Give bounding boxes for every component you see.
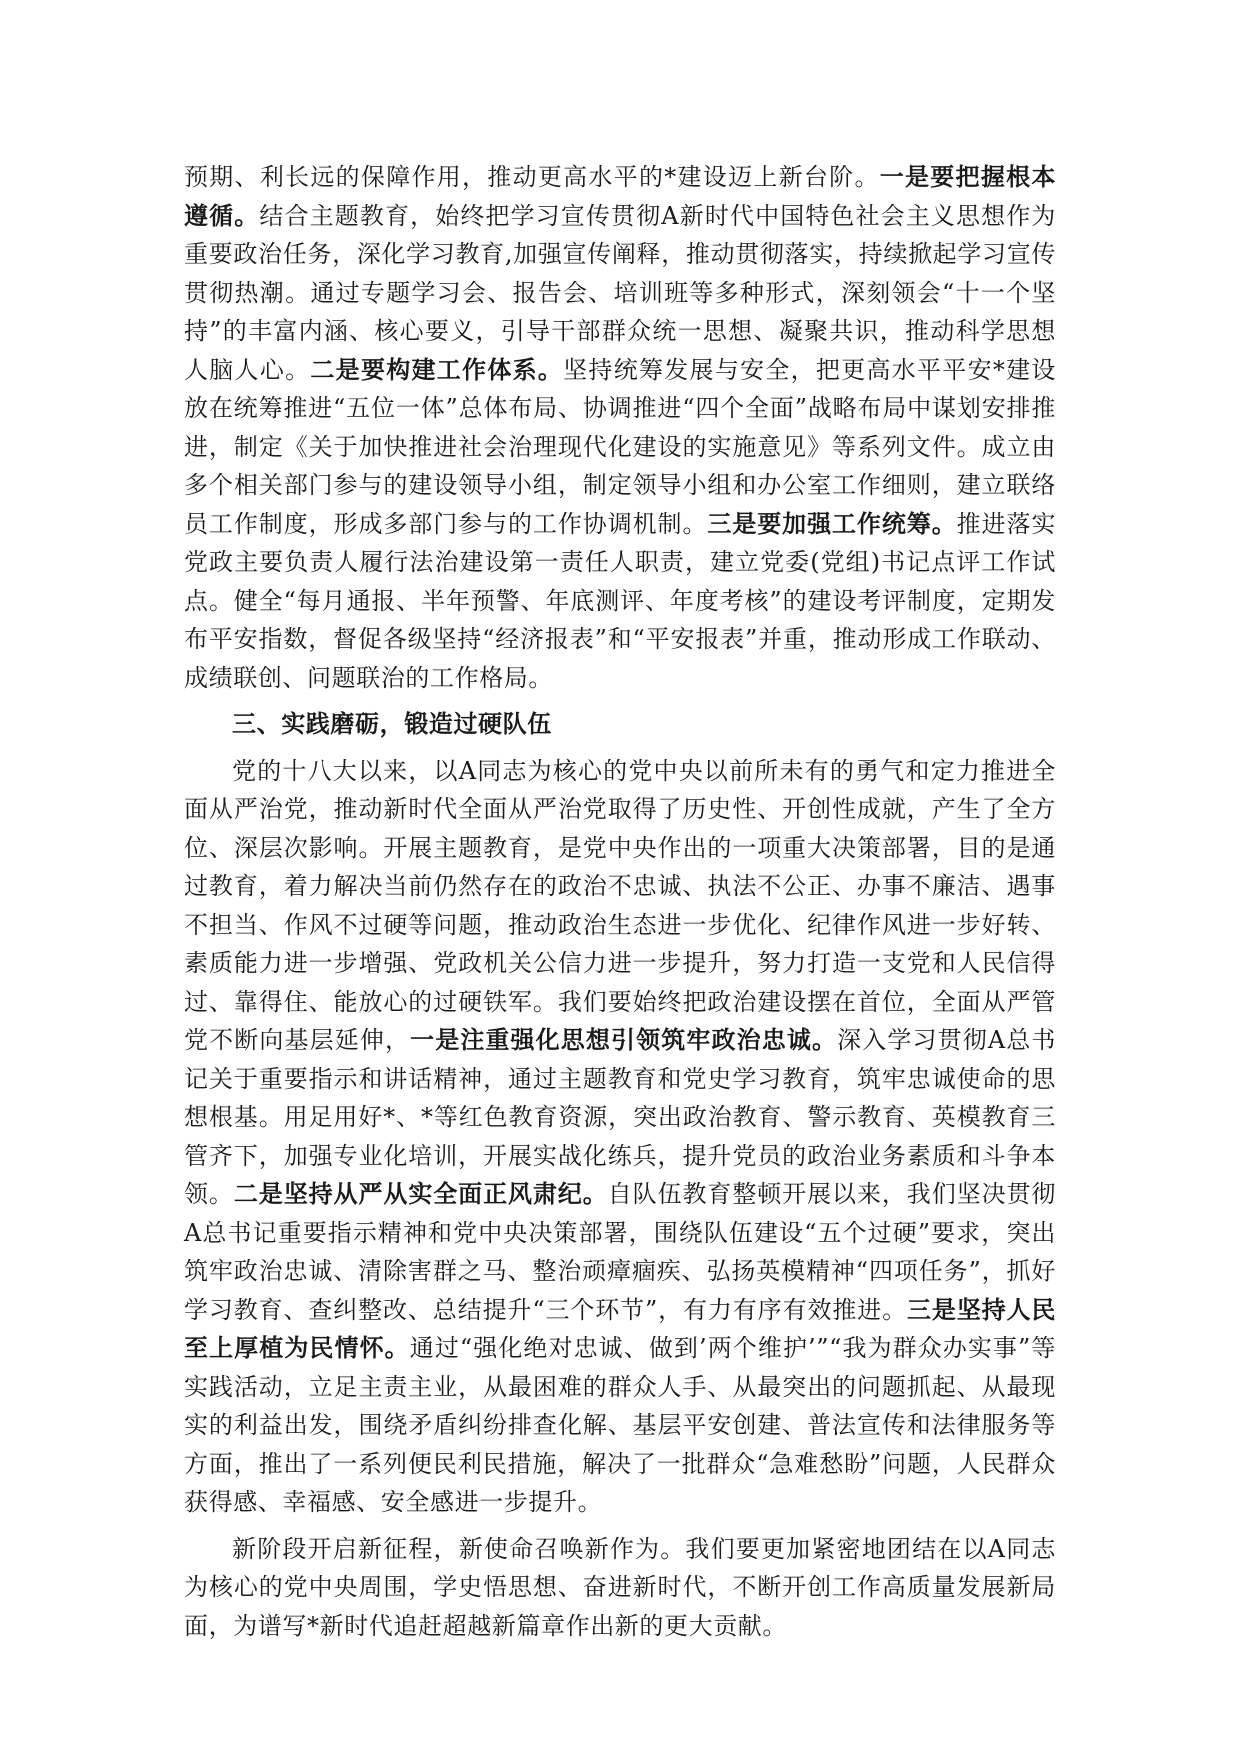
bold-point-one: 一是要把握根本遵循。: [184, 162, 1056, 230]
paragraph-conclusion: 新阶段开启新征程，新使命召唤新作为。我们要更加紧密地团结在以A同志为核心的党中央周围，学史悟思想、奋进新时代，不断开创工作高质量发展新局面，为谱写*新时代追赶超越新篇章作出新的更大贡献。: [184, 1534, 1056, 1640]
paragraph-text: 党的十八大以来，以A同志为核心的党中央以前所未有的勇气和定力推进全面从严治党，推动新时代全面从严治党取得了历史性、开创性成就，产生了全方位、深层次影响。开展主题教育，是党中央作出的一项重大决策部署，目的是通过教育，着力解决当前仍然存在的政治不忠诚、执法不公正、办事不廉洁、遇事不担当、作风不过硬等问题，推动政治生态进一步优化、纪律作风进一步好转、素质能力进一步增强、党政机关公信力进一步提升，努力打造一支党和人民信得过、靠得住、能放心的过硬铁军。我们要始终把政治建设摆在首位，全面从严管党不断向基层延伸，: [184, 756, 1056, 1054]
bold-point-one: 一是注重强化思想引领筑牢政治忠诚。: [410, 1025, 838, 1054]
paragraph-team-building: [184, 752, 1056, 1522]
paragraph-work-system: [184, 158, 1056, 697]
bold-point-two: 二是要构建工作体系。: [310, 354, 564, 384]
paragraph-text: 预期、利长远的保障作用，推动更高水平的*建设迈上新台阶。: [184, 163, 880, 191]
paragraph-text: 结合主题教育，始终把学习宣传贯彻A新时代中国特色社会主义思想作为重要政治任务，深化学习教育,加强宣传阐释，推动贯彻落实，持续掀起学习宣传贯彻热潮。通过专题学习会、报告会、培训班等多种形式，深刻领会“十一个坚持”的丰富内涵、核心要义，引导干部群众统一思想、凝聚共识，推动科学思想人脑人心。: [184, 201, 1056, 384]
paragraph-text: 深入学习贯彻A总书记关于重要指示和讲话精神，通过主题教育和党史学习教育，筑牢忠诚使命的思想根基。用足用好*、*等红色教育资源，突出政治教育、警示教育、英模教育三管齐下，加强专业化培训，开展实战化练兵，提升党员的政治业务素质和斗争本领。: [184, 1026, 1056, 1208]
paragraph-text: 通过“强化绝对忠诚、做到’两个维护’”“我为群众办实事”等实践活动，立足主责主业，从最困难的群众人手、从最突出的问题抓起、从最现实的利益出发，围绕矛盾纠纷排查化解、基层平安创建、普法宣传和法律服务等方面，推出了一系列便民利民措施，解决了一批群众“急难愁盼”问题，人民群众获得感、幸福感、安全感进一步提升。: [184, 1334, 1057, 1516]
paragraph-text: 推进落实党政主要负责人履行法治建设第一责任人职责，建立党委(党组)书记点评工作试点。健全“每月通报、半年预警、年底测评、年度考核”的建设考评制度，定期发布平安指数，督促各级坚持“经济报表”和“平安报表”并重，推动形成工作联动、成绩联创、问题联治的工作格局。: [184, 509, 1056, 692]
bold-point-two: 二是坚持从严从实全面正风肃纪。: [233, 1179, 608, 1208]
document-body: [184, 158, 1056, 1645]
bold-point-three: 三是要加强工作统筹。: [707, 508, 957, 538]
section-heading: 三、实践磨砺，锻造过硬队伍: [232, 709, 552, 738]
paragraph-text: 坚持统筹发展与安全，把更高水平平安*建设放在统筹推进“五位一体”总体布局、协调推进“四个全面”战略布局中谋划安排推进，制定《关于加快推进社会治理现代化建设的实施意见》等系列文件。成立由多个相关部门参与的建设领导小组，制定领导小组和办公室工作细则，建立联络员工作制度，形成多部门参与的工作协调机制。: [184, 355, 1057, 538]
bold-point-three: 三是坚持人民至上厚植为民情怀。: [184, 1294, 1056, 1362]
paragraph-text: 自队伍教育整顿开展以来，我们坚决贯彻A总书记重要指示精神和党中央决策部署，围绕队伍建设“五个过硬”要求，突出筑牢政治忠诚、清除害群之马、整治顽瘴痼疾、弘扬英模精神“四项任务”，抓好学习教育、查纠整改、总结提升“三个环节”，有力有序有效推进。: [184, 1180, 1057, 1324]
